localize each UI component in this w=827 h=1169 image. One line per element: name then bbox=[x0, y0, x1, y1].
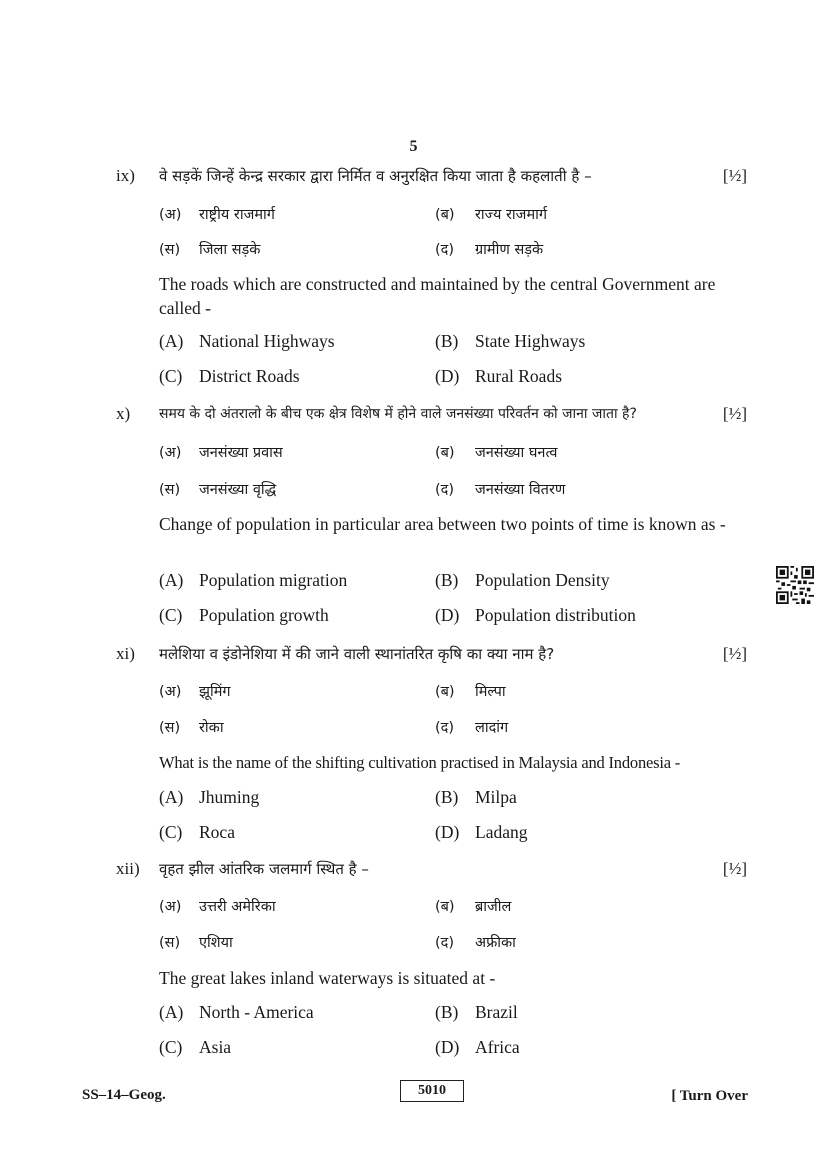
page-number: 5 bbox=[409, 138, 418, 155]
paper-code: SS–14–Geog. bbox=[82, 1087, 166, 1103]
hindi-option-c bbox=[159, 239, 260, 259]
option-label: (C) bbox=[159, 822, 183, 842]
question-text-english: Change of population in particular area between two points of time is known as - bbox=[159, 514, 726, 534]
option-text: Population Density bbox=[475, 570, 610, 590]
question-marks: [½] bbox=[722, 859, 747, 878]
english-option-c bbox=[159, 366, 300, 387]
option-text: Rural Roads bbox=[475, 366, 563, 386]
option-text: मिल्पा bbox=[475, 684, 506, 700]
option-text: अफ्रीका bbox=[475, 935, 516, 951]
option-label: (B) bbox=[435, 570, 459, 590]
english-option-a bbox=[159, 787, 259, 808]
hindi-option-b bbox=[435, 442, 557, 462]
option-text: Brazil bbox=[475, 1002, 518, 1022]
question-marks: [½] bbox=[722, 166, 747, 185]
option-label: (A) bbox=[159, 787, 184, 807]
hindi-option-c bbox=[159, 479, 276, 499]
option-label: (D) bbox=[435, 822, 460, 842]
option-label: (D) bbox=[435, 605, 460, 625]
option-text: National Highways bbox=[199, 331, 335, 351]
option-label: (ब) bbox=[435, 207, 455, 223]
option-label: (B) bbox=[435, 331, 459, 351]
hindi-option-a bbox=[159, 442, 283, 462]
option-label: (A) bbox=[159, 570, 184, 590]
english-option-b bbox=[435, 570, 610, 591]
english-option-d bbox=[435, 1037, 520, 1058]
option-text: लादांग bbox=[475, 720, 509, 736]
english-option-d bbox=[435, 366, 562, 387]
hindi-option-d bbox=[435, 932, 516, 952]
option-text: राज्य राजमार्ग bbox=[475, 207, 548, 223]
option-text: Population migration bbox=[199, 570, 348, 590]
english-option-c bbox=[159, 605, 329, 626]
hindi-option-a bbox=[159, 896, 276, 916]
option-label: (अ) bbox=[159, 899, 182, 915]
question-number: xii) bbox=[116, 859, 140, 878]
english-option-d bbox=[435, 822, 527, 843]
hindi-option-a bbox=[159, 681, 231, 701]
question-text-hindi: वृहत झील आंतरिक जलमार्ग स्थित है – bbox=[159, 860, 369, 878]
option-label: (स) bbox=[159, 242, 181, 258]
hindi-option-d bbox=[435, 479, 565, 499]
option-label: (D) bbox=[435, 366, 460, 386]
option-label: (द) bbox=[435, 720, 455, 736]
english-option-b bbox=[435, 1002, 518, 1023]
english-option-a bbox=[159, 331, 335, 352]
option-label: (A) bbox=[159, 1002, 184, 1022]
question-marks: [½] bbox=[722, 644, 747, 663]
option-text: जनसंख्या वितरण bbox=[475, 482, 566, 498]
english-option-b bbox=[435, 331, 585, 352]
question-number: x) bbox=[116, 404, 131, 423]
question-text-hindi: समय के दो अंतरालो के बीच एक क्षेत्र विशेष में होने वाले जनसंख्या परिवर्तन को जाना जाता है? bbox=[159, 406, 637, 422]
hindi-option-c bbox=[159, 932, 233, 952]
option-label: (अ) bbox=[159, 445, 182, 461]
english-option-c bbox=[159, 822, 235, 843]
option-label: (B) bbox=[435, 787, 459, 807]
option-text: Asia bbox=[199, 1037, 232, 1057]
option-text: जिला सड़के bbox=[199, 242, 261, 258]
option-label: (C) bbox=[159, 366, 183, 386]
option-text: रोका bbox=[199, 720, 224, 736]
hindi-option-c bbox=[159, 717, 224, 737]
option-text: जनसंख्या घनत्व bbox=[475, 445, 558, 461]
hindi-option-d bbox=[435, 239, 543, 259]
option-text: North - America bbox=[199, 1002, 314, 1022]
hindi-option-b bbox=[435, 204, 547, 224]
question-text-english: The great lakes inland waterways is situated at - bbox=[159, 968, 496, 988]
english-option-d bbox=[435, 605, 636, 626]
question-marks: [½] bbox=[722, 404, 747, 423]
option-label: (द) bbox=[435, 482, 455, 498]
option-label: (अ) bbox=[159, 207, 182, 223]
option-label: (C) bbox=[159, 605, 183, 625]
option-text: जनसंख्या प्रवास bbox=[199, 445, 283, 461]
option-text: ग्रामीण सड़के bbox=[475, 242, 544, 258]
option-label: (स) bbox=[159, 935, 181, 951]
option-label: (C) bbox=[159, 1037, 183, 1057]
question-number: xi) bbox=[116, 644, 135, 663]
option-label: (द) bbox=[435, 242, 455, 258]
option-text: Population growth bbox=[199, 605, 329, 625]
option-text: State Highways bbox=[475, 331, 586, 351]
option-label: (स) bbox=[159, 482, 181, 498]
option-text: Ladang bbox=[475, 822, 528, 842]
option-text: District Roads bbox=[199, 366, 300, 386]
option-text: ब्राजील bbox=[475, 899, 512, 915]
turn-over-label: [ Turn Over bbox=[671, 1088, 748, 1104]
question-text-hindi: वे सड़कें जिन्हें केन्द्र सरकार द्वारा निर्मित व अनुरक्षित किया जाता है कहलाती है – bbox=[159, 167, 592, 185]
option-label: (D) bbox=[435, 1037, 460, 1057]
option-text: Jhuming bbox=[199, 787, 260, 807]
option-label: (स) bbox=[159, 720, 181, 736]
option-text: Milpa bbox=[475, 787, 517, 807]
english-option-b bbox=[435, 787, 517, 808]
option-label: (A) bbox=[159, 331, 184, 351]
option-label: (B) bbox=[435, 1002, 459, 1022]
option-text: उत्तरी अमेरिका bbox=[199, 899, 276, 915]
option-label: (ब) bbox=[435, 684, 455, 700]
question-number: ix) bbox=[116, 166, 135, 185]
option-text: Population distribution bbox=[475, 605, 636, 625]
option-label: (अ) bbox=[159, 684, 182, 700]
option-text: एशिया bbox=[199, 935, 233, 951]
option-label: (ब) bbox=[435, 899, 455, 915]
english-option-c bbox=[159, 1037, 231, 1058]
hindi-option-b bbox=[435, 681, 506, 701]
question-text-english: What is the name of the shifting cultivation practised in Malaysia and Indonesia - bbox=[159, 753, 681, 772]
english-option-a bbox=[159, 570, 347, 591]
option-label: (द) bbox=[435, 935, 455, 951]
qr-code-icon bbox=[776, 566, 814, 604]
option-label: (ब) bbox=[435, 445, 455, 461]
option-text: Africa bbox=[475, 1037, 520, 1057]
hindi-option-b bbox=[435, 896, 511, 916]
option-text: जनसंख्या वृद्धि bbox=[199, 482, 277, 498]
hindi-option-a bbox=[159, 204, 275, 224]
hindi-option-d bbox=[435, 717, 508, 737]
option-text: Roca bbox=[199, 822, 235, 842]
question-text-hindi: मलेशिया व इंडोनेशिया में की जाने वाली स्थानांतरित कृषि का क्या नाम है? bbox=[159, 645, 555, 663]
english-option-a bbox=[159, 1002, 314, 1023]
option-text: झूमिंग bbox=[199, 684, 231, 700]
paper-number-box: 5010 bbox=[400, 1080, 464, 1102]
option-text: राष्ट्रीय राजमार्ग bbox=[199, 207, 275, 223]
question-text-english: The roads which are constructed and maintained by the central Government are called - bbox=[159, 274, 716, 318]
